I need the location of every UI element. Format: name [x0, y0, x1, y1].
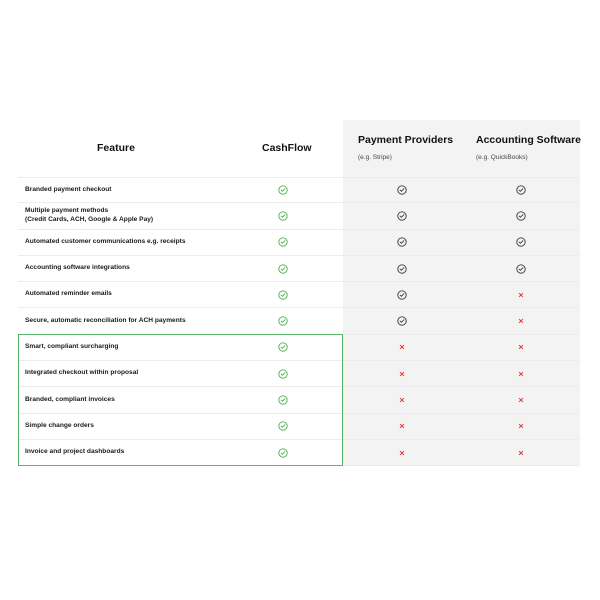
feature-label: Automated reminder emails	[25, 290, 112, 298]
feature-label: Smart, compliant surcharging	[25, 343, 119, 350]
check-circle-icon	[516, 185, 526, 195]
cross-icon	[518, 344, 524, 350]
cashflow-column-header: CashFlow	[262, 142, 312, 154]
feature-label: Secure, automatic reconciliation for ACH payments	[25, 316, 186, 324]
cross-icon	[518, 292, 524, 298]
cross-icon	[399, 397, 405, 403]
cross-icon	[399, 344, 405, 350]
check-circle-icon	[397, 237, 407, 247]
check-circle-icon	[278, 369, 288, 379]
table-row	[18, 282, 580, 308]
feature-label: Multiple payment methods (Credit Cards, ACH, Google & Apple Pay)	[25, 207, 154, 223]
table-row	[18, 335, 580, 361]
check-circle-icon	[278, 448, 288, 458]
table-row	[18, 387, 580, 413]
table-row	[18, 230, 580, 256]
check-circle-icon	[278, 264, 288, 274]
cross-icon	[518, 318, 524, 324]
cross-icon	[399, 450, 405, 456]
check-circle-icon	[516, 264, 526, 274]
check-circle-icon	[397, 211, 407, 221]
table-row	[18, 361, 580, 387]
check-circle-icon	[278, 316, 288, 326]
check-circle-icon	[278, 290, 288, 300]
check-circle-icon	[397, 264, 407, 274]
check-circle-icon	[397, 316, 407, 326]
table-row	[18, 203, 580, 229]
feature-label: Invoice and project dashboards	[25, 448, 125, 456]
cross-icon	[518, 371, 524, 377]
payment-providers-title: Payment Providers	[358, 134, 454, 146]
cross-icon	[518, 397, 524, 403]
table-row	[18, 414, 580, 440]
payment-providers-example: (e.g. Stripe)	[358, 154, 392, 161]
check-circle-icon	[516, 211, 526, 221]
accounting-software-title: Accounting Software	[476, 134, 582, 146]
feature-label: Branded payment checkout	[25, 185, 112, 193]
feature-label: Automated customer communications e.g. receipts	[25, 237, 186, 245]
table-row	[18, 309, 580, 335]
feature-label: Simple change orders	[25, 421, 94, 429]
payment-providers-header	[358, 134, 453, 161]
table-row	[18, 440, 580, 466]
check-circle-icon	[278, 342, 288, 352]
check-circle-icon	[278, 237, 288, 247]
feature-label: Integrated checkout within proposal	[25, 369, 139, 377]
cross-icon	[518, 450, 524, 456]
feature-label: Accounting software integrations	[25, 264, 130, 272]
accounting-software-header	[476, 134, 581, 161]
accounting-software-example: (e.g. QuickBooks)	[476, 154, 528, 161]
cross-icon	[399, 423, 405, 429]
check-circle-icon	[278, 185, 288, 195]
check-circle-icon	[278, 211, 288, 221]
feature-column-header: Feature	[97, 142, 135, 154]
cross-icon	[399, 371, 405, 377]
table-row	[18, 177, 580, 203]
cross-icon	[518, 423, 524, 429]
check-circle-icon	[516, 237, 526, 247]
check-circle-icon	[278, 395, 288, 405]
check-circle-icon	[397, 290, 407, 300]
table-row	[18, 256, 580, 282]
check-circle-icon	[397, 185, 407, 195]
feature-label: Branded, compliant invoices	[25, 395, 115, 403]
check-circle-icon	[278, 421, 288, 431]
